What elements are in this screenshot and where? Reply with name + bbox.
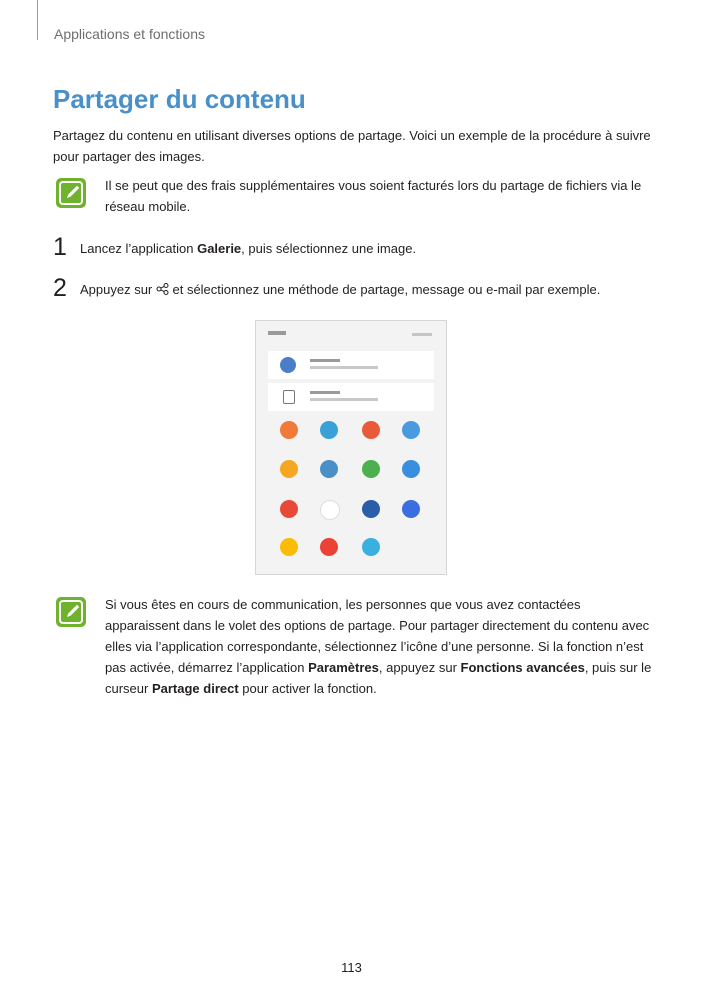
email-icon	[280, 460, 298, 478]
note2-text-4: pour activer la fonction.	[238, 681, 377, 696]
step-2-text	[80, 282, 600, 297]
screenshot-share-card-2	[268, 383, 434, 411]
card-line	[310, 398, 378, 401]
step-number-1: 1	[53, 233, 67, 261]
app-icon	[362, 421, 380, 439]
cloud-icon	[320, 460, 338, 478]
note2-bold-1: Paramètres	[308, 660, 379, 675]
note-mobile-fees: Il se peut que des frais supplémentaires vous soient facturés lors du partage de fichiers via le réseau mobile.	[105, 178, 642, 214]
gmail-icon	[320, 500, 340, 520]
share-icon	[156, 283, 169, 295]
card-line	[310, 391, 340, 394]
step-2-after: et sélectionnez une méthode de partage, message ou e-mail par exemple.	[168, 282, 601, 297]
step-1-bold: Galerie	[197, 241, 242, 256]
photos-icon	[320, 538, 338, 556]
onedrive-icon	[362, 500, 380, 518]
note2-bold-2: Fonctions avancées	[460, 660, 585, 675]
maps-icon	[362, 460, 380, 478]
note-direct-share	[105, 594, 655, 699]
google-drive-icon	[280, 538, 298, 556]
note2-text-3: , puis sur le curseur	[105, 660, 652, 696]
nearby-share-icon	[283, 390, 295, 404]
cloud-share-icon	[280, 357, 296, 373]
messages-icon	[402, 421, 420, 439]
step-1-after: , puis sélectionnez une image.	[241, 241, 417, 256]
screenshot-panel-title	[268, 331, 286, 335]
header-rule	[37, 0, 38, 40]
link-share-icon	[402, 500, 420, 518]
step-number-2: 2	[53, 274, 67, 302]
page-number: 113	[341, 960, 362, 975]
step-1-text	[80, 241, 416, 256]
gallery-app-icon	[280, 421, 298, 439]
intro-paragraph: Partagez du contenu en utilisant diverses options de partage. Voici un exemple de la procédure à suivre pour partager des images.	[53, 128, 651, 164]
mail-app-icon	[280, 500, 298, 518]
note2-text-1: Si vous êtes en cours de communication, les personnes que vous avez contactées apparaissent dans le volet des options de partage. Pour partager directement du contenu avec elles via l’application correspondante, sélectionnez l’icône d’une personne. Si la fonction n’est pas activée, démarrez l’application	[105, 597, 650, 675]
card-line	[310, 359, 340, 362]
wifi-direct-icon	[362, 538, 380, 556]
note-pencil-icon	[56, 597, 86, 627]
share-panel-screenshot	[255, 320, 447, 575]
step-1-before: Lancez l’application	[80, 241, 198, 256]
screenshot-share-card-1	[268, 351, 434, 379]
card-line	[310, 366, 378, 369]
note2-bold-3: Partage direct	[151, 681, 239, 696]
note2-text-2: , appuyez sur	[378, 660, 461, 675]
drive-icon	[320, 421, 338, 439]
note-pencil-icon	[56, 178, 86, 208]
screenshot-edit-link	[412, 333, 432, 336]
bluetooth-icon	[402, 460, 420, 478]
page-title: Partager du contenu	[53, 84, 306, 114]
step-2-before: Appuyez sur	[80, 282, 156, 297]
section-header: Applications et fonctions	[54, 26, 205, 42]
